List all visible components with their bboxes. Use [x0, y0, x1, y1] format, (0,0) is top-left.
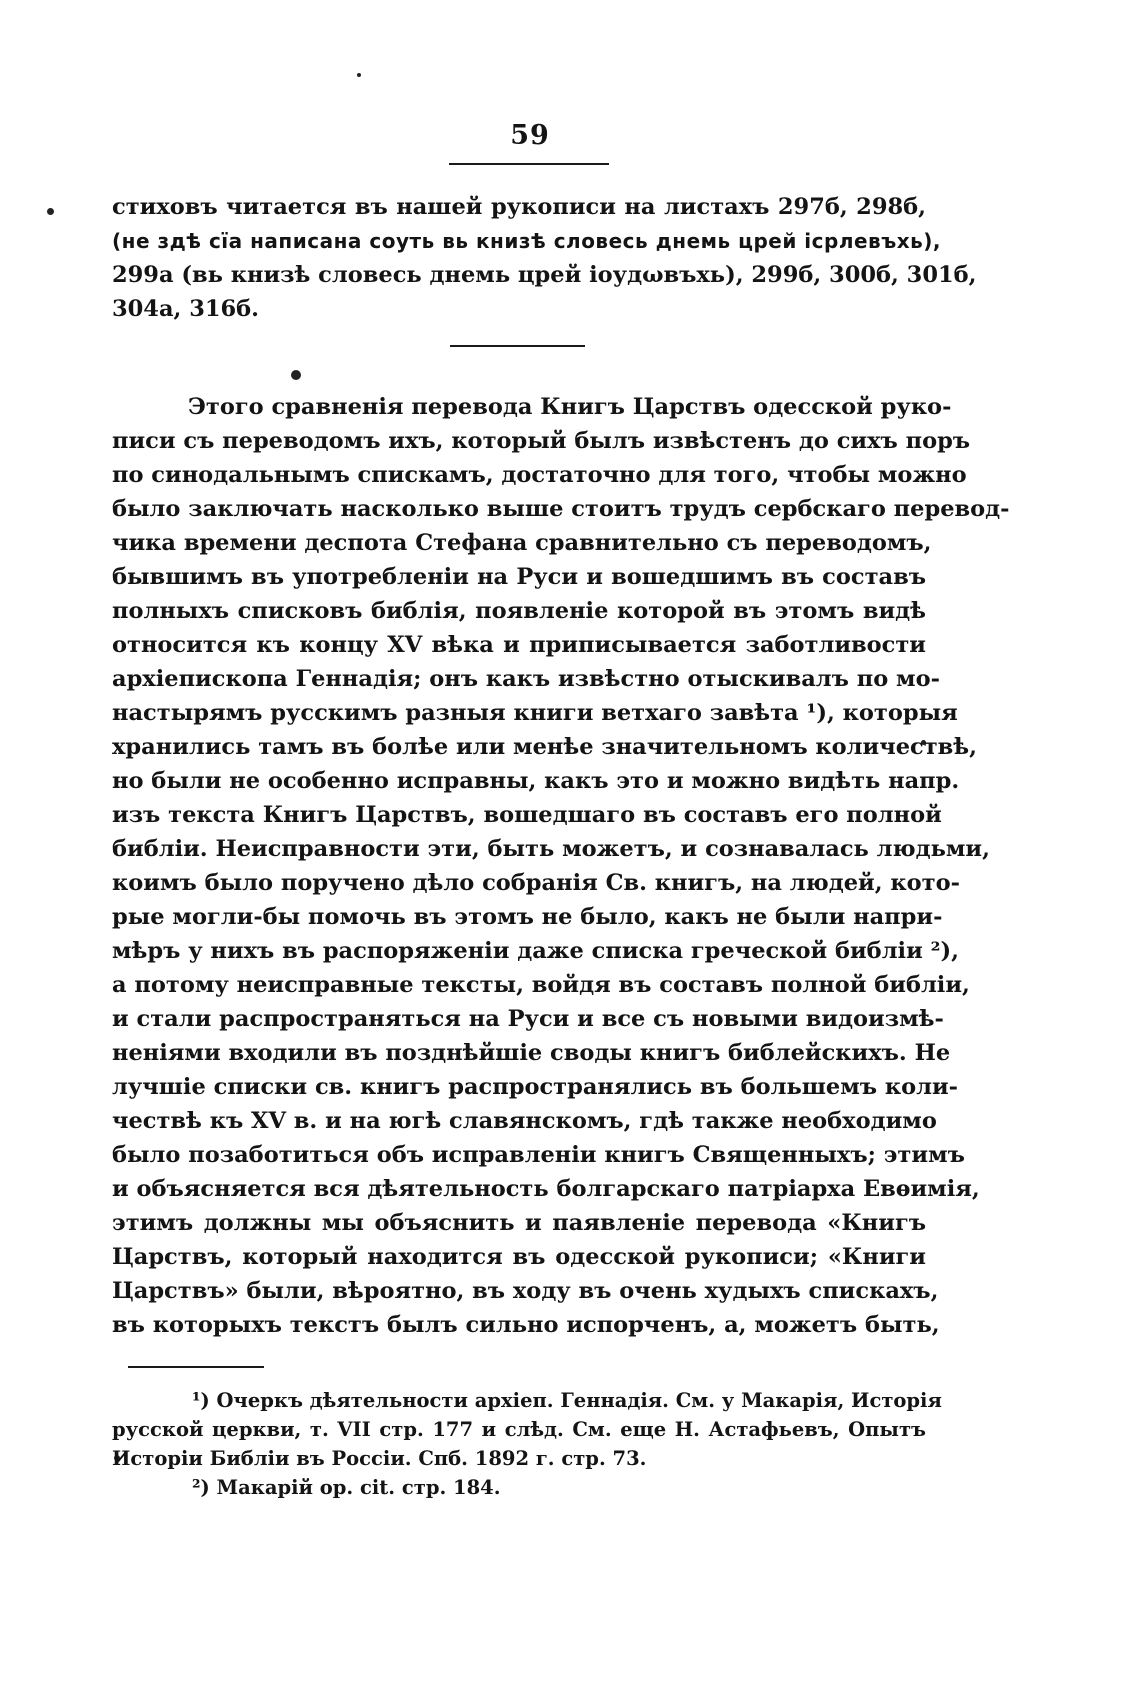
text-line: Царствъ, который находится въ одесской рукописи; «Книги [112, 1244, 926, 1270]
text-line: чика времени деспота Стефана сравнительно съ переводомъ, [112, 530, 932, 556]
text-line: было заключать насколько выше стоитъ трудъ сербскаго перевод- [112, 496, 1010, 522]
page-number-underline [449, 163, 609, 165]
page-number: 59 [510, 120, 550, 151]
footnotes [112, 1386, 942, 1502]
text-line: и объясняется вся дѣятельность болгарскаго патріарха Евѳимія, [112, 1176, 980, 1202]
scan-speck [47, 208, 54, 215]
text-line: полныхъ списковъ библія, появленіе которой въ этомъ видѣ [112, 598, 926, 624]
text-line: 299а (вь книзѣ словесь днемь црей іоудωвъхь), 299б, 300б, 301б, [112, 262, 977, 288]
text-line: и стали распространяться на Руси и все съ новыми видоизмѣ- [112, 1006, 944, 1032]
text-line: а потому неисправные тексты, войдя въ составъ полной библіи, [112, 972, 970, 998]
section-divider [450, 345, 585, 347]
scan-speck [291, 370, 301, 380]
text-line: стиховъ читается въ нашей рукописи на листахъ 297б, 298б, [112, 194, 926, 220]
text-line: архіепископа Геннадія; онъ какъ извѣстно отыскивалъ по мо- [112, 666, 940, 692]
scan-speck [357, 73, 361, 77]
footnote-1-line: русской церкви, т. VII стр. 177 и слѣд. См. еще Н. Астафьевъ, Опытъ [112, 1418, 926, 1441]
text-line: по синодальнымъ спискамъ, достаточно для того, чтобы можно [112, 462, 967, 488]
footnote-2: ²) Макарій op. cit. стр. 184. [192, 1476, 501, 1499]
text-line: бывшимъ въ употребленіи на Руси и вошедшимъ въ составъ [112, 564, 926, 590]
footnote-separator [128, 1366, 264, 1368]
text-line: было позаботиться объ исправленіи книгъ Священныхъ; этимъ [112, 1142, 965, 1168]
text-line: рые могли-бы помочь въ этомъ не было, какъ не были напри- [112, 904, 943, 930]
text-line: Этого сравненія перевода Книгъ Царствъ одесской руко- [188, 394, 952, 420]
top-paragraph [112, 190, 977, 326]
text-line: 304а, 316б. [112, 296, 260, 322]
footnote-1-line: Исторіи Библіи въ Россіи. Спб. 1892 г. стр. 73. [112, 1447, 647, 1470]
text-line: коимъ было поручено дѣло собранія Св. книгъ, на людей, кото- [112, 870, 960, 896]
text-line: этимъ должны мы объяснить и паявленіе перевода «Книгъ [112, 1210, 926, 1236]
main-paragraph [112, 390, 1010, 1342]
text-line: Царствъ» были, вѣроятно, въ ходу въ очень худыхъ спискахъ, [112, 1278, 939, 1304]
text-line-slavonic: (не здѣ сїа написана соуть вь книзѣ словесь днемь црей ісрлевъхь), [112, 229, 942, 253]
text-line: мѣръ у нихъ въ распоряженіи даже списка греческой библіи ²), [112, 938, 959, 964]
text-line: настырямъ русскимъ разныя книги ветхаго завѣта ¹), которыя [112, 700, 958, 726]
text-line: хранились тамъ въ болѣе или менѣе значительномъ количествѣ, [112, 734, 977, 760]
text-line: лучшіе списки св. книгъ распространялись въ большемъ коли- [112, 1074, 959, 1100]
text-line: неніями входили въ позднѣйшіе своды книгъ библейскихъ. Не [112, 1040, 951, 1066]
text-line: но были не особенно исправны, какъ это и можно видѣть напр. [112, 768, 960, 794]
footnote-1-line: ¹) Очеркъ дѣятельности архіеп. Геннадія. См. у Макарія, Исторія [192, 1389, 942, 1412]
text-line: относится къ концу XV вѣка и приписывается заботливости [112, 632, 926, 658]
text-line: чествѣ къ XV в. и на югѣ славянскомъ, гдѣ также необходимо [112, 1108, 937, 1134]
text-line: библіи. Неисправности эти, быть можетъ, и сознавалась людьми, [112, 836, 990, 862]
text-line: писи съ переводомъ ихъ, который былъ извѣстенъ до сихъ поръ [112, 428, 971, 454]
text-line: изъ текста Книгъ Царствъ, вошедшаго въ составъ его полной [112, 802, 942, 828]
text-line: въ которыхъ текстъ былъ сильно испорченъ, а, можетъ быть, [112, 1312, 940, 1338]
